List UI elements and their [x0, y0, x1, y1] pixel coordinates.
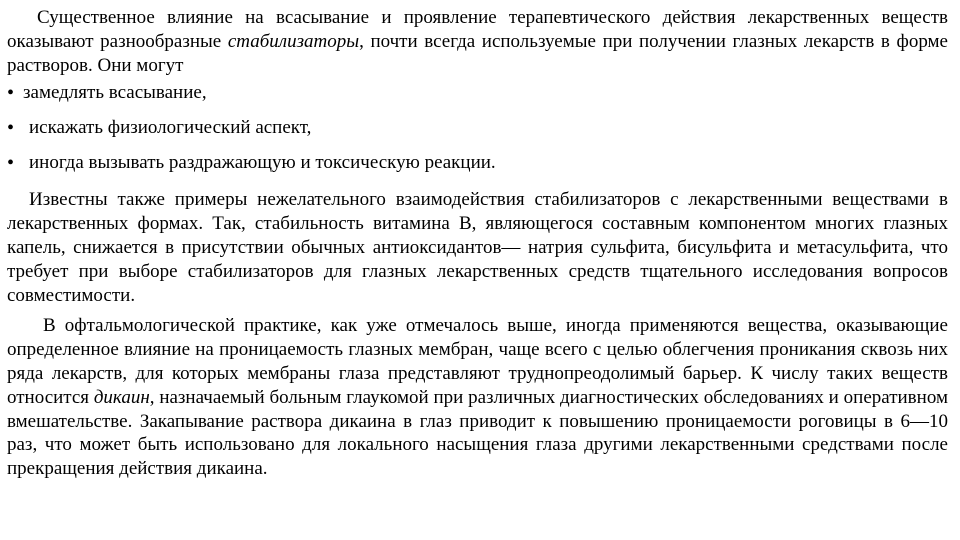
paragraph-interactions: Известны также примеры нежелательного взаимодействия стабилизаторов с лекарственными веществами в лекарственных формах. Так, стабильность витамина В, являющегося составным компонентом многих глазных капель, снижается в присутствии обычных антиоксидантов— натрия сульфита, бисульфита и метасульфита, что требует при выборе стабилизаторов для глазных лекарственных средств тщательного исследования вопросов совместимости. [7, 189, 948, 306]
term-dicaine: дикаин [93, 386, 150, 408]
bullet-text: иногда вызывать раздражающую и токсическую реакции. [29, 152, 496, 174]
paragraph-ophthalmology-text-b: , назначаемый больным глаукомой при различных диагностических обследованиях и оперативном вмешательстве. Закапывание раствора дикаина в глаз приводит к повышению проницаемости роговицы в 6—10 раз, что может быть использовано для локального насыщения глаза другими лекарственными средствами после прекращения действия дикаина. [7, 386, 948, 480]
paragraph-stabilizers-intro-text-b: , почти всегда используемые при получении глазных лекарств в форме растворов. Они могут [7, 30, 948, 76]
bullet-text: искажать физиологический аспект, [29, 117, 312, 139]
paragraph-stabilizers-intro-text-a: Существенное влияние на всасывание и проявление терапевтического действия лекарственных веществ оказывают разнообразные [7, 7, 948, 52]
effects-bullet-list [7, 81, 948, 186]
bullet-item [7, 151, 948, 186]
paragraph-stabilizers-intro [7, 6, 948, 77]
bullet-icon: • [7, 82, 15, 105]
bullet-icon: • [7, 152, 15, 175]
term-stabilizers: стабилизаторы [227, 30, 360, 52]
bullet-icon: • [7, 117, 15, 140]
bullet-text: замедлять всасывание, [23, 82, 207, 104]
bullet-item [7, 116, 948, 151]
paragraph-ophthalmology [7, 314, 948, 481]
bullet-item [7, 81, 948, 116]
paragraph-ophthalmology-text-a: В офтальмологической практике, как уже отмечалось выше, иногда применяются вещества, оказывающие определенное влияние на проницаемость глазных мембран, чаще всего с целью облегчения проникания сквозь них ряда лекарств, для которых мембраны глаза представляют труднопреодолимый барьер. К числу таких веществ относится [7, 315, 948, 408]
